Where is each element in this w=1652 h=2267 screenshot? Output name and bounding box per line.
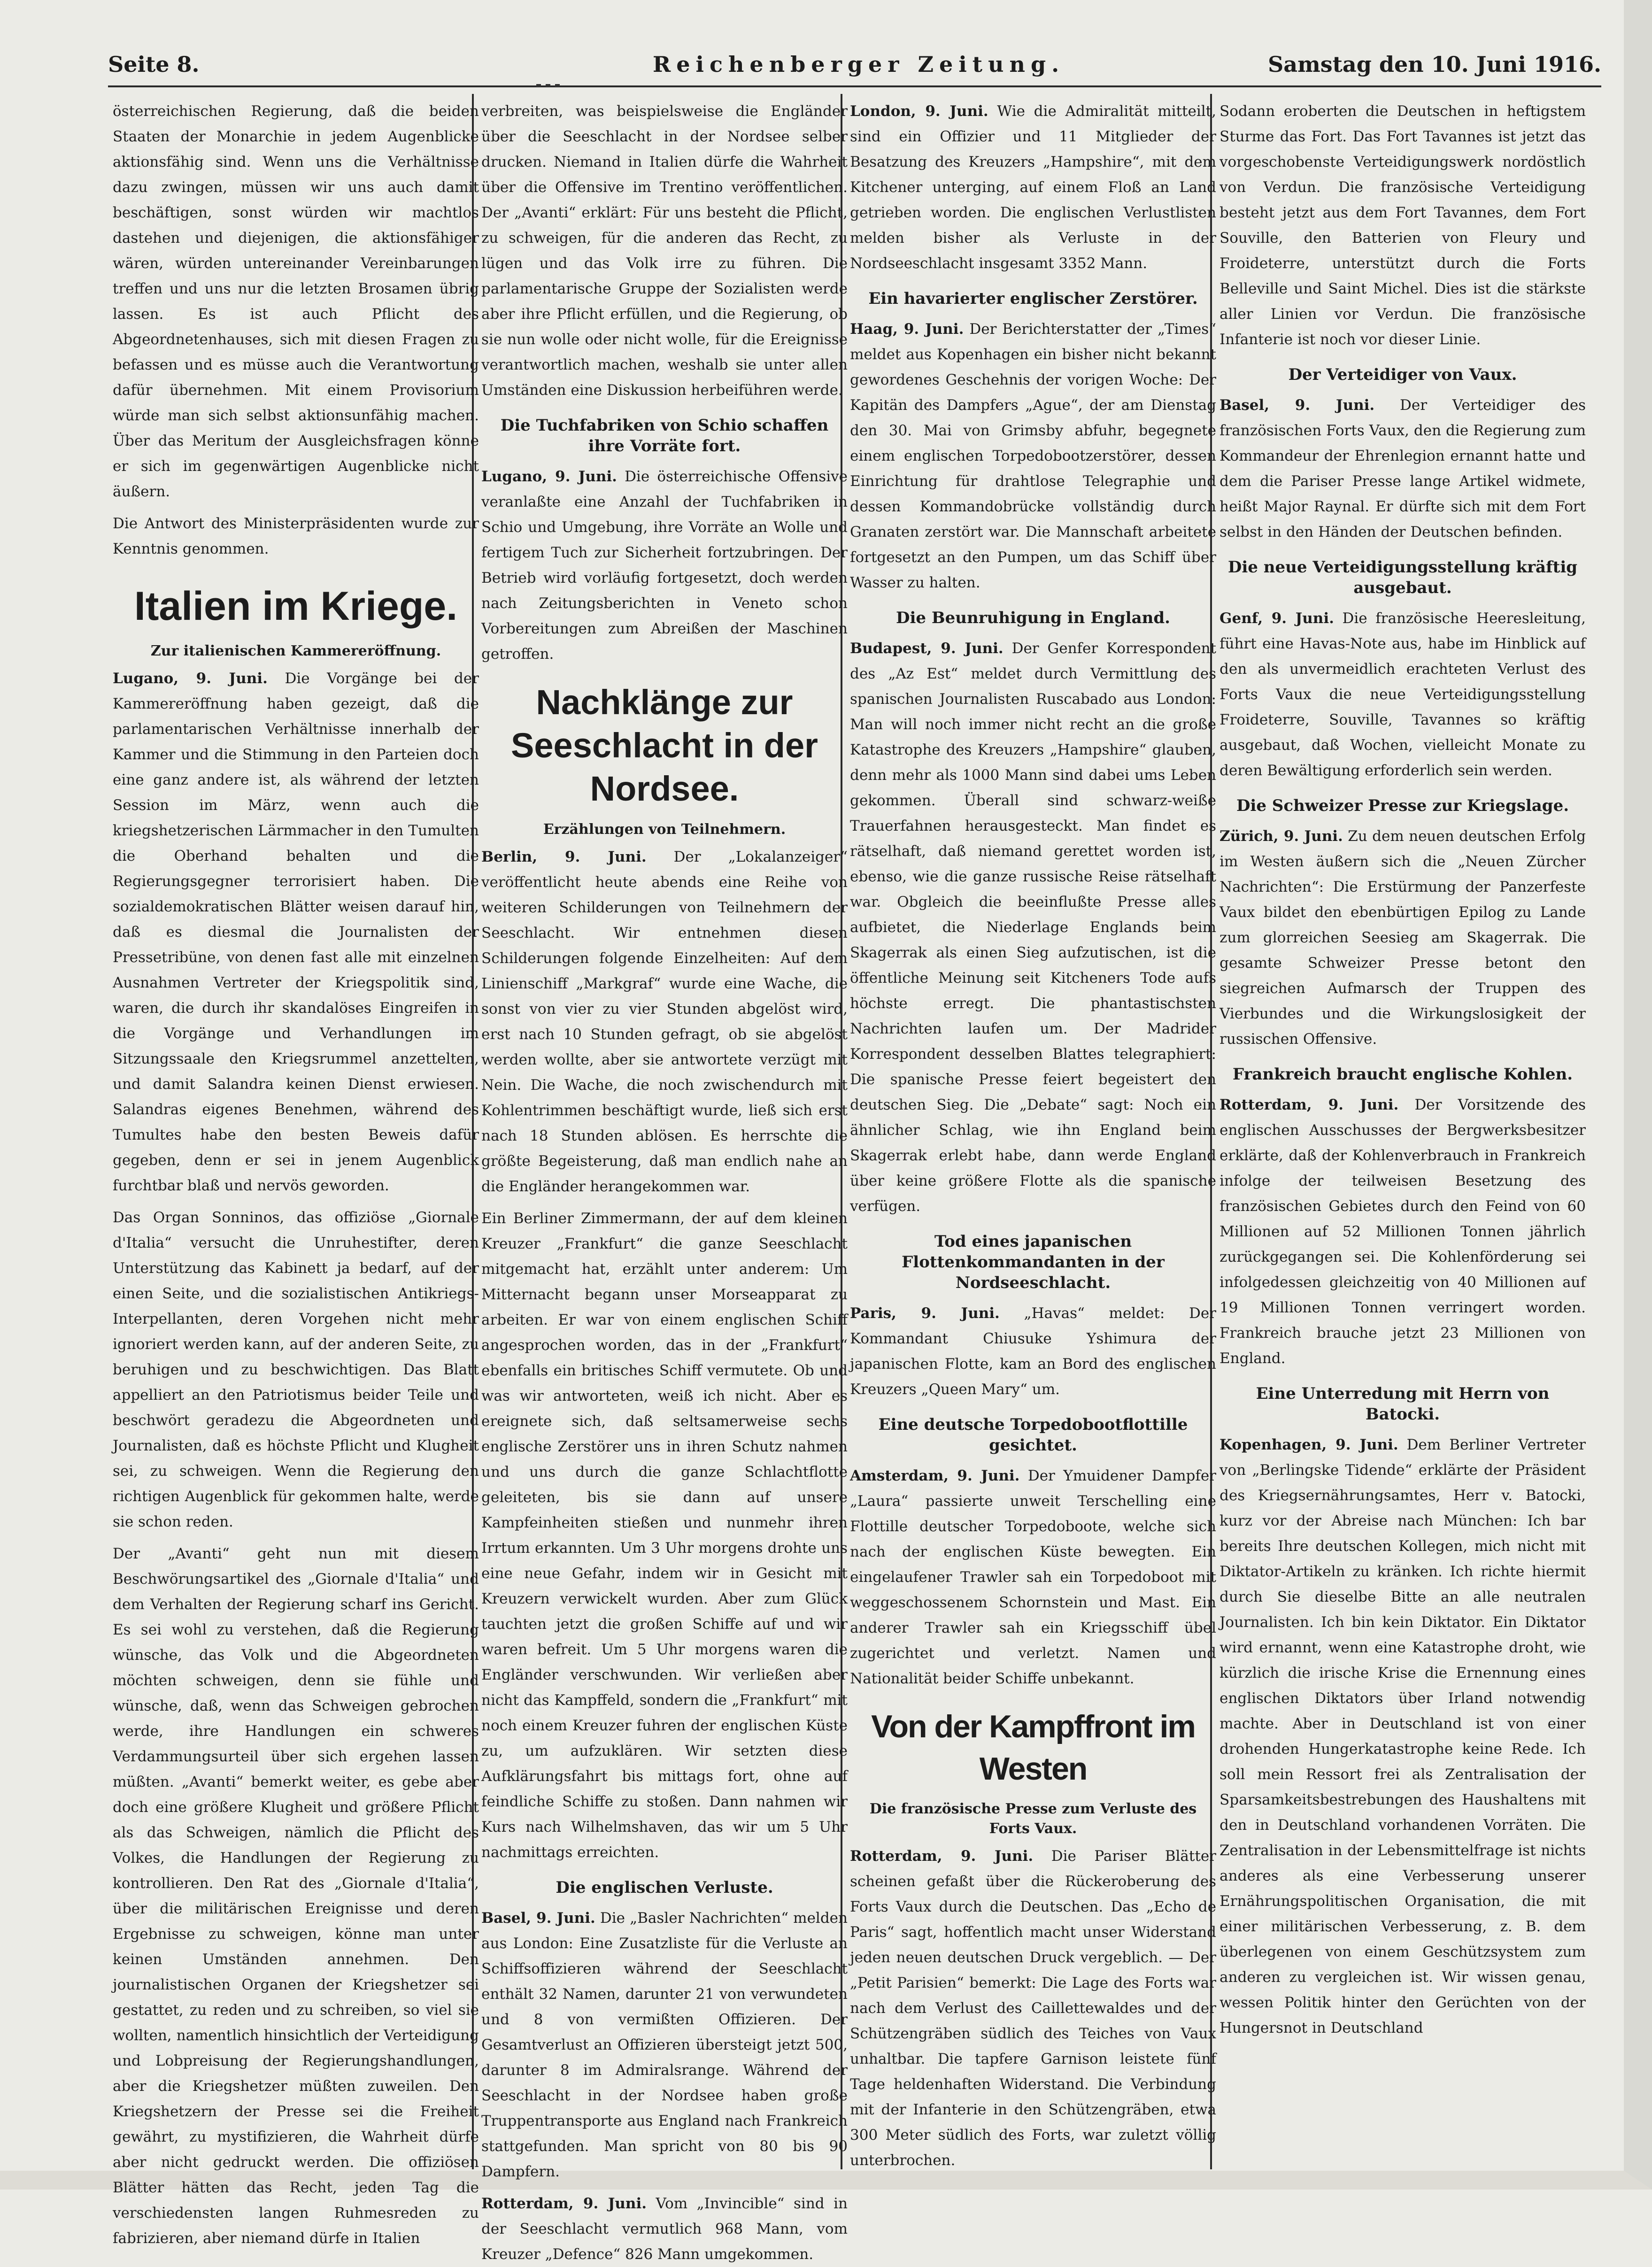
column-1 bbox=[113, 99, 479, 2247]
dateline: Basel, 9. Juni. bbox=[1220, 397, 1375, 414]
article-paragraph bbox=[481, 2191, 848, 2267]
dateline: Lugano, 9. Juni. bbox=[113, 670, 268, 687]
dateline: Haag, 9. Juni. bbox=[850, 321, 964, 338]
article-subheading: Die französische Presse zum Verluste des Forts Vaux. bbox=[869, 1801, 1197, 1837]
article-heading: Ein havarierter englischer Zerstörer. bbox=[868, 289, 1198, 308]
column-2 bbox=[481, 99, 848, 2263]
article-paragraph: Der „Avanti“ geht nun mit diesem Beschwörungsartikel des „Giornale d'Italia“ und dem Verhalten der Regierung scharf ins Gericht. Es sei wohl zu verstehen, daß die Regierung wünsche, das Volk und die Abgeordneten möchten schweigen, denn sie fühle und wünsche, daß, wenn das Schweigen gebrochen werde, ihre Handlungen ein schweres Verdammungsurteil über sich ergehen lassen müßten. „Avanti“ bemerkt weiter, es gebe aber doch eine größere Klugheit und größere Pflicht als das Schweigen, nämlich die Pflicht des Volkes, die Handlungen der Regierung zu kontrollieren. Den Rat des „Giornale d'Italia“, über die militärischen Ereignisse und deren Ergebnisse zu schweigen, könne man unter keinen Umständen annehmen. Den journalistischen Organen der Kriegshetzer sei gestattet, zu reden und zu schreiben, so viel sie wollten, namentlich hinsichtlich der Verteidigung und Lobpreisung der Regierungshandlungen, aber die Kriegshetzer müßten zuweilen. Den Kriegshetzern der Presse sei die Freiheit gewährt, zu mystifizieren, die Wahrheit dürfe aber nicht gedruckt werden. Die offiziösen Blätter hätten das Recht, jeden Tag die verschiedensten langen Ruhmesreden zu fabrizieren, aber niemand dürfe in Italien bbox=[113, 1545, 479, 2247]
issue-date: Samstag den 10. Juni 1916. bbox=[1268, 52, 1601, 77]
article-text: Die Pariser Blätter scheinen gefaßt über die Rückeroberung des Forts Vaux durch die Deutschen. Das „Echo de Paris“ sagt, hoffentlich macht unser Widerstand jeden neuen deutschen Druck vergeblich. — Der „Petit Parisien“ bemerkt: Die Lage des Forts war nach dem Verlust des Caillettewaldes und der Schützengräben südlich des Teiches von Vaux unhaltbar. Die tapfere Garnison leistete fünf Tage heldenhaften Widerstand. Die Verbindung mit der Infanterie in den Schützengräben, etwa 300 Meter südlich des Forts, war zuletzt völlig unterbrochen. bbox=[850, 1848, 1216, 2169]
article-paragraph bbox=[1220, 393, 1586, 545]
article-text: Der Berichterstatter der „Times“ meldet aus Kopenhagen ein bisher nicht bekannt gewordenes Geschehnis der vorigen Woche: Der Kapitän des Dampfers „Ague“, der am Dienstag den 30. Mai von Grimsby abfuhr, begegnete einem englischen Torpedobootzerstörer, dessen Einrichtung für drahtlose Telegraphie und dessen Kommandobrücke vollständig durch Granaten zerstört war. Die Mannschaft arbeitete fortgesetzt an den Pumpen, um das Schiff über Wasser zu halten. bbox=[850, 321, 1216, 591]
article-paragraph bbox=[113, 666, 479, 1198]
article-text: Die französische Heeresleitung, führt eine Havas-Note aus, habe im Hinblick auf den als unvermeidlich erachteten Verlust des Forts Vaux die neue Verteidigungsstellung Froideterre, Souville, Tavannes so kräftig ausgebaut, daß Wochen, vielleicht Monate zu deren Bewältigung erforderlich sein werden. bbox=[1220, 610, 1586, 779]
dateline: London, 9. Juni. bbox=[850, 103, 988, 120]
article-paragraph bbox=[481, 464, 848, 667]
newspaper-title: Reichenberger Zeitung. bbox=[653, 52, 1065, 77]
article-paragraph bbox=[850, 1301, 1216, 1402]
article-text: Der „Lokalanzeiger“ veröffentlicht heute abends eine Reihe von weiteren Schilderungen von Teilnehmern der Seeschlacht. Wir entnehmen diesen Schilderungen folgende Einzelheiten: Auf dem Linienschiff „Markgraf“ wurde eine Wache, die sonst von vier zu vier Stunden abgelöst wird, erst nach 10 Stunden gefragt, ob sie abgelöst werden wollte, aber sie antwortete verzügt mit Nein. Die Wache, die noch zwischendurch mit Kohlentrimmen beschäftigt wurde, ließ sich erst nach 18 Stunden ablösen. Es herrschte die größte Begeisterung, daß man endlich nahe an die Engländer herangekommen war. bbox=[481, 848, 848, 1195]
page-header bbox=[108, 47, 1601, 85]
article-paragraph: Das Organ Sonninos, das offiziöse „Giornale d'Italia“ versucht die Unruhestifter, deren Unterstützung das Kabinett ja bedarf, auf der einen Seite, und die sozialistischen Antikriegs-Interpellanten, deren Vorgehen nicht mehr ignoriert werden kann, auf der anderen Seite, zu beruhigen und zu beschwichtigen. Das Blatt appelliert an den Patriotismus beider Teile und beschwört geradezu die Abgeordneten und Journalisten, daß es höchste Pflicht und Klugheit sei, zu schweigen. Wenn die Regierung den richtigen Augenblick für gekommen halte, werde sie schon reden. bbox=[113, 1209, 479, 1530]
dateline: Paris, 9. Juni. bbox=[850, 1305, 1000, 1322]
ornament-mark bbox=[546, 84, 550, 87]
article-text: Der Genfer Korrespondent des „Az Est“ meldet durch Vermittlung des spanischen Journalisten Ruscabado aus London: Man will noch immer nicht recht an die große Katastrophe des Kreuzers „Hampshire“ glauben, denn mehr als 1000 Mann sind dabei ums Leben gekommen. Überall sind schwarz-weiße Trauerfahnen herausgesteckt. Man findet es rätselhaft, daß niemand gerettet worden ist, ebenso, wie die ganze russische Reise rätselhaft war. Obgleich die beeinflußte Presse alles aufbietet, die Niederlage Englands beim Skagerrak als einen Sieg aufzutischen, ist die öffentliche Meinung seit Kitcheners Tode aufs höchste erregt. Die phantastischsten Nachrichten laufen um. Der Madrider Korrespondent desselben Blattes telegraphiert: Die spanische Presse feiert begeistert den deutschen Sieg. Die „Debate“ sagt: Noch ein ähnlicher Schlag, wie ihn England beim Skagerrak erlebt habe, dann werde England über keine größere Flotte als die spanische verfügen. bbox=[850, 640, 1216, 1215]
article-paragraph bbox=[850, 1463, 1216, 1691]
section-headline: Nachklänge zur Seeschlacht in der Nordsee. bbox=[511, 683, 818, 808]
article-subheading: Zur italienischen Kammereröffnung. bbox=[150, 643, 441, 659]
article-text: Die „Basler Nachrichten“ melden aus London: Eine Zusatzliste für die Verluste an Schiffsoffizieren während der Seeschlacht enthält 32 Namen, darunter 21 von verwundeten und 8 von vermißten Offizieren. Der Gesamtverlust an Offizieren übersteigt jetzt 500, darunter 8 im Admiralsrange. Während der Seeschlacht in der Nordsee haben große Truppentransporte aus England nach Frankreich stattgefunden. Man spricht von 80 bis 90 Dampfern. bbox=[481, 1910, 848, 2180]
article-paragraph: Ein Berliner Zimmermann, der auf dem kleinen Kreuzer „Frankfurt“ die ganze Seeschlacht mitgemacht hat, erzählt unter anderem: Um Mitternacht begann unser Morseapparat zu arbeiten. Er war von einem englischen Schiff angesprochen worden, das in der „Frankfurt“ ebenfalls ein britisches Schiff vermutete. Ob und was wir antworteten, weiß ich nicht. Aber es ereignete sich, daß seltsamerweise sechs englische Zerstörer uns in ihren Schutz nahmen und uns durch die ganze Schlachtflotte geleiteten, bis sie dann auf unsere Kampfeinheiten stießen und nunmehr ihren Irrtum erkannten. Um 3 Uhr morgens drohte uns eine neue Gefahr, indem wir in Gesicht mit Kreuzern verwickelt wurden. Aber zum Glück tauchten jetzt die großen Schiffe auf und wir waren befreit. Um 5 Uhr morgens waren die Engländer verschwunden. Wir verließen aber nicht das Kampffeld, sondern die „Frankfurt“ mit noch einem Kreuzer fuhren der englischen Küste zu, um aufzuklären. Wir setzten diese Aufklärungsfahrt bis mittags fort, ohne auf feindliche Schiffe zu stoßen. Dann nahmen wir Kurs nach Wilhelmshaven, das wir um 5 Uhr nachmittags erreichten. bbox=[481, 1210, 848, 1861]
article-heading: Die neue Verteidigungsstellung kräftig ausgebaut. bbox=[1227, 558, 1578, 597]
article-text: Die österreichische Offensive veranlaßte eine Anzahl der Tuchfabriken in Schio und Umgebung, ihre Vorräte an Wolle und fertigem Tuch zur Sicherheit fortzubringen. Der Betrieb wird vorläufig fortgesetzt, doch werden nach Zeitungsberichten in Veneto schon Vorbereitungen zum Abreißen der Maschinen getroffen. bbox=[481, 468, 848, 663]
dateline: Kopenhagen, 9. Juni. bbox=[1220, 1436, 1398, 1453]
dateline: Rotterdam, 9. Juni. bbox=[481, 2195, 647, 2212]
article-text: Der Verteidiger des französischen Forts Vaux, den die Regierung zum Kommandeur der Ehrenlegion ernannt hatte und dem die Pariser Presse lange Artikel widmete, heißt Major Raynal. Er dürfte sich mit dem Fort selbst in den Händen der Deutschen befinden. bbox=[1220, 397, 1586, 540]
dateline: Basel, 9. Juni. bbox=[481, 1910, 595, 1927]
article-paragraph bbox=[1220, 824, 1586, 1052]
dateline: Genf, 9. Juni. bbox=[1220, 610, 1334, 627]
article-heading: Eine Unterredung mit Herrn von Batocki. bbox=[1256, 1384, 1550, 1424]
column-3 bbox=[850, 99, 1216, 2169]
ornament-mark bbox=[555, 84, 560, 87]
header-rule bbox=[108, 85, 1601, 87]
article-heading: Die Schweizer Presse zur Kriegslage. bbox=[1236, 796, 1569, 815]
article-paragraph bbox=[1220, 1092, 1586, 1371]
section-headline: Italien im Kriege. bbox=[134, 584, 458, 629]
article-paragraph bbox=[850, 316, 1216, 595]
article-heading: Die Beunruhigung in England. bbox=[896, 609, 1170, 627]
article-paragraph bbox=[850, 99, 1216, 276]
dateline: Budapest, 9. Juni. bbox=[850, 640, 1004, 657]
dateline: Zürich, 9. Juni. bbox=[1220, 828, 1343, 845]
dateline: Rotterdam, 9. Juni. bbox=[850, 1848, 1034, 1865]
article-text: Vom „Invincible“ sind in der Seeschlacht vermutlich 968 Mann, vom Kreuzer „Defence“ 826 Mann umgekommen. bbox=[481, 2195, 848, 2263]
dateline: Rotterdam, 9. Juni. bbox=[1220, 1096, 1399, 1113]
article-text: Der Vorsitzende des englischen Ausschusses der Bergwerksbesitzer erklärte, daß der Kohlenverbrauch in Frankreich infolge der teilweisen Besetzung des französischen Gebietes durch den Feind von 60 Millionen auf 52 Millionen Tonnen jährlich zurückgegangen sei. Die Kohlenförderung sei infolgedessen gleichzeitig von 40 Millionen auf 19 Millionen Tonnen verringert worden. Frankreich brauche jetzt 23 Millionen von England. bbox=[1220, 1096, 1586, 1367]
article-subheading: Erzählungen von Teilnehmern. bbox=[543, 821, 786, 838]
article-heading: Die Tuchfabriken von Schio schaffen ihre Vorräte fort. bbox=[500, 416, 829, 455]
column-4 bbox=[1220, 99, 1586, 2165]
article-text: Die Vorgänge bei der Kammereröffnung haben gezeigt, daß die parlamentarischen Verhältnisse innerhalb der Kammer und die Stimmung in den Parteien doch eine ganz andere ist, als während der letzten Session im März, wenn auch die kriegshetzerischen Lärmmacher in den Tumulten die Oberhand behalten und die Regierungsgegner terrorisiert haben. Die sozialdemokratischen Blätter weisen darauf hin, daß es diesmal die Journalisten der Pressetribüne, von denen fast alle mit einzelnen Ausnahmen Vertreter der Kriegspolitik sind, waren, die durch ihr skandalöses Eingreifen in die Vorgänge und Verhandlungen im Sitzungssaale den Kriegsrummel anzettelten, und damit Salandra keinen Dienst erwiesen. Salandras eigenes Benehmen, während des Tumultes habe den besten Beweis dafür gegeben, denn er sei in jenem Augenblick furchtbar blaß und nervös geworden. bbox=[113, 670, 479, 1194]
article-text: Der Ymuidener Dampfer „Laura“ passierte unweit Terschelling eine Flottille deutscher Torpedoboote, welche sich nach der englischen Küste bewegten. Ein eingelaufener Trawler sah ein Torpedoboot mit weggeschossenem Schornstein und Mast. Ein anderer Trawler sah ein Kriegsschiff übel zugerichtet und verletzt. Namen und Nationalität beider Schiffe unbekannt. bbox=[850, 1467, 1216, 1687]
article-paragraph bbox=[850, 1843, 1216, 2173]
article-heading: Die englischen Verluste. bbox=[556, 1878, 773, 1897]
article-text: Zu dem neuen deutschen Erfolg im Westen äußern sich die „Neuen Zürcher Nachrichten“: Die Erstürmung der Panzerfeste Vaux bildet den ebenbürtigen Epilog zu Lande zum glorreichen Seesieg am Skagerrak. Die gesamte Schweizer Presse betont den siegreichen Aufmarsch der Truppen des Vierbundes und die Wirkungslosigkeit der russischen Offensive. bbox=[1220, 828, 1586, 1048]
page-number: Seite 8. bbox=[108, 52, 200, 77]
article-paragraph: Sodann eroberten die Deutschen in heftigstem Sturme das Fort. Das Fort Tavannes ist jetzt das vorgeschobenste Verteidigungswerk nordöstlich von Verdun. Die französische Verteidigung besteht jetzt aus dem Fort Tavannes, dem Fort Souville, den Batterien von Fleury und Froideterre, unterstützt durch die Forts Belleville und Saint Michel. Dies ist die stärkste aller Linien vor Verdun. Die französische Infanterie ist noch vor dieser Linie. bbox=[1220, 103, 1586, 348]
dateline: Amsterdam, 9. Juni. bbox=[850, 1467, 1020, 1484]
article-paragraph bbox=[481, 1905, 848, 2184]
ornament-mark bbox=[536, 84, 541, 87]
section-headline: Von der Kampffront im Westen bbox=[871, 1709, 1195, 1787]
article-heading: Frankreich braucht englische Kohlen. bbox=[1232, 1065, 1573, 1084]
article-paragraph: österreichischen Regierung, daß die beiden Staaten der Monarchie in jedem Augenblicke aktionsfähig sind. Wenn uns die Verhältnisse dazu zwingen, müssen wir uns auch damit beschäftigen, sonst würden wir machtlos dastehen und diejenigen, die aktionsfähiger wären, würden untereinander Vereinbarungen treffen und uns nur die letzten Brosamen übrig lassen. Es ist auch Pflicht des Abgeordnetenhauses, sich mit diesen Fragen zu befassen und es müsse auch die Verantwortung dafür übernehmen. Mit einem Provisorium würde man sich selbst aktionsunfähig machen. Über das Meritum der Ausgleichsfragen könne er sich im gegenwärtigen Augenblicke nicht äußern. bbox=[113, 103, 479, 500]
article-text: Dem Berliner Vertreter von „Berlingske Tidende“ erklärte der Präsident des Kriegsernährungsamtes, Herr v. Batocki, kurz vor der Abreise nach München: Ich bar bereits Ihre deutschen Kollegen, mich nicht mit Diktator-Artikeln zu kränken. Ich richte hiermit durch Sie dieselbe Bitte an alle neutralen Journalisten. Ich bin kein Diktator. Ein Diktator wird ernannt, wenn eine Katastrophe droht, wie kürzlich die irische Krise die Ernennung eines englischen Diktators über Irland notwendig machte. Aber in Deutschland ist von einer drohenden Hungerkatastrophe keine Rede. Ich soll mein Ressort frei als Zentralisation der Sparsamkeitsbestrebungen des Haushaltens mit den in Deutschland vorhandenen Vorräten. Die Zentralisation in der Lebensmittelfrage ist nichts anderes als eine Verbesserung unserer Ernährungspolitischen Organisation, die mit einer militärischen Verbesserung, z. B. dem überlegenen von einem Geschützsystem zum anderen zu vergleichen ist. Wir wissen genau, wessen Politik hinter den Gerüchten von der Hungersnot in Deutschland bbox=[1220, 1436, 1586, 2036]
article-heading: Der Verteidiger von Vaux. bbox=[1288, 365, 1517, 384]
article-heading: Tod eines japanischen Flottenkommandanten in der Nordseeschlacht. bbox=[902, 1232, 1165, 1292]
dateline: Lugano, 9. Juni. bbox=[481, 468, 617, 485]
ornament-marks bbox=[535, 83, 564, 88]
article-paragraph: Die Antwort des Ministerpräsidenten wurde zur Kenntnis genommen. bbox=[113, 515, 479, 557]
article-heading: Eine deutsche Torpedobootflottille gesichtet. bbox=[878, 1415, 1188, 1455]
dateline: Berlin, 9. Juni. bbox=[481, 848, 647, 865]
article-text: „Havas“ meldet: Der Kommandant Chiusuke Yshimura der japanischen Flotte, kam an Bord des englischen Kreuzers „Queen Mary“ um. bbox=[850, 1305, 1216, 1398]
article-paragraph: verbreiten, was beispielsweise die Engländer über die Seeschlacht in der Nordsee selber drucken. Niemand in Italien dürfe die Wahrheit über die Offensive im Trentino veröffentlichen. Der „Avanti“ erklärt: Für uns besteht die Pflicht, zu schweigen, für die anderen das Recht, zu lügen und das Volk irre zu führen. Die parlamentarische Gruppe der Sozialisten werde aber ihre Pflicht erfüllen, und die Regierung, ob sie nun wolle oder nicht wolle, für die Ereignisse verantwortlich machen, weshalb sie unter allen Umständen eine Diskussion herbeiführen werde. bbox=[481, 103, 848, 399]
article-paragraph bbox=[1220, 1432, 1586, 2041]
article-paragraph bbox=[481, 844, 848, 1199]
article-paragraph bbox=[1220, 606, 1586, 783]
article-paragraph bbox=[850, 636, 1216, 1219]
article-text: Wie die Admiralität mitteilt, sind ein Offizier und 11 Mitglieder der Besatzung des Kreuzers „Hampshire“, mit dem Kitchener unterging, auf einem Floß an Land getrieben worden. Die englischen Verlustlisten melden bisher als Verluste in der Nordseeschlacht insgesamt 3352 Mann. bbox=[850, 103, 1216, 272]
